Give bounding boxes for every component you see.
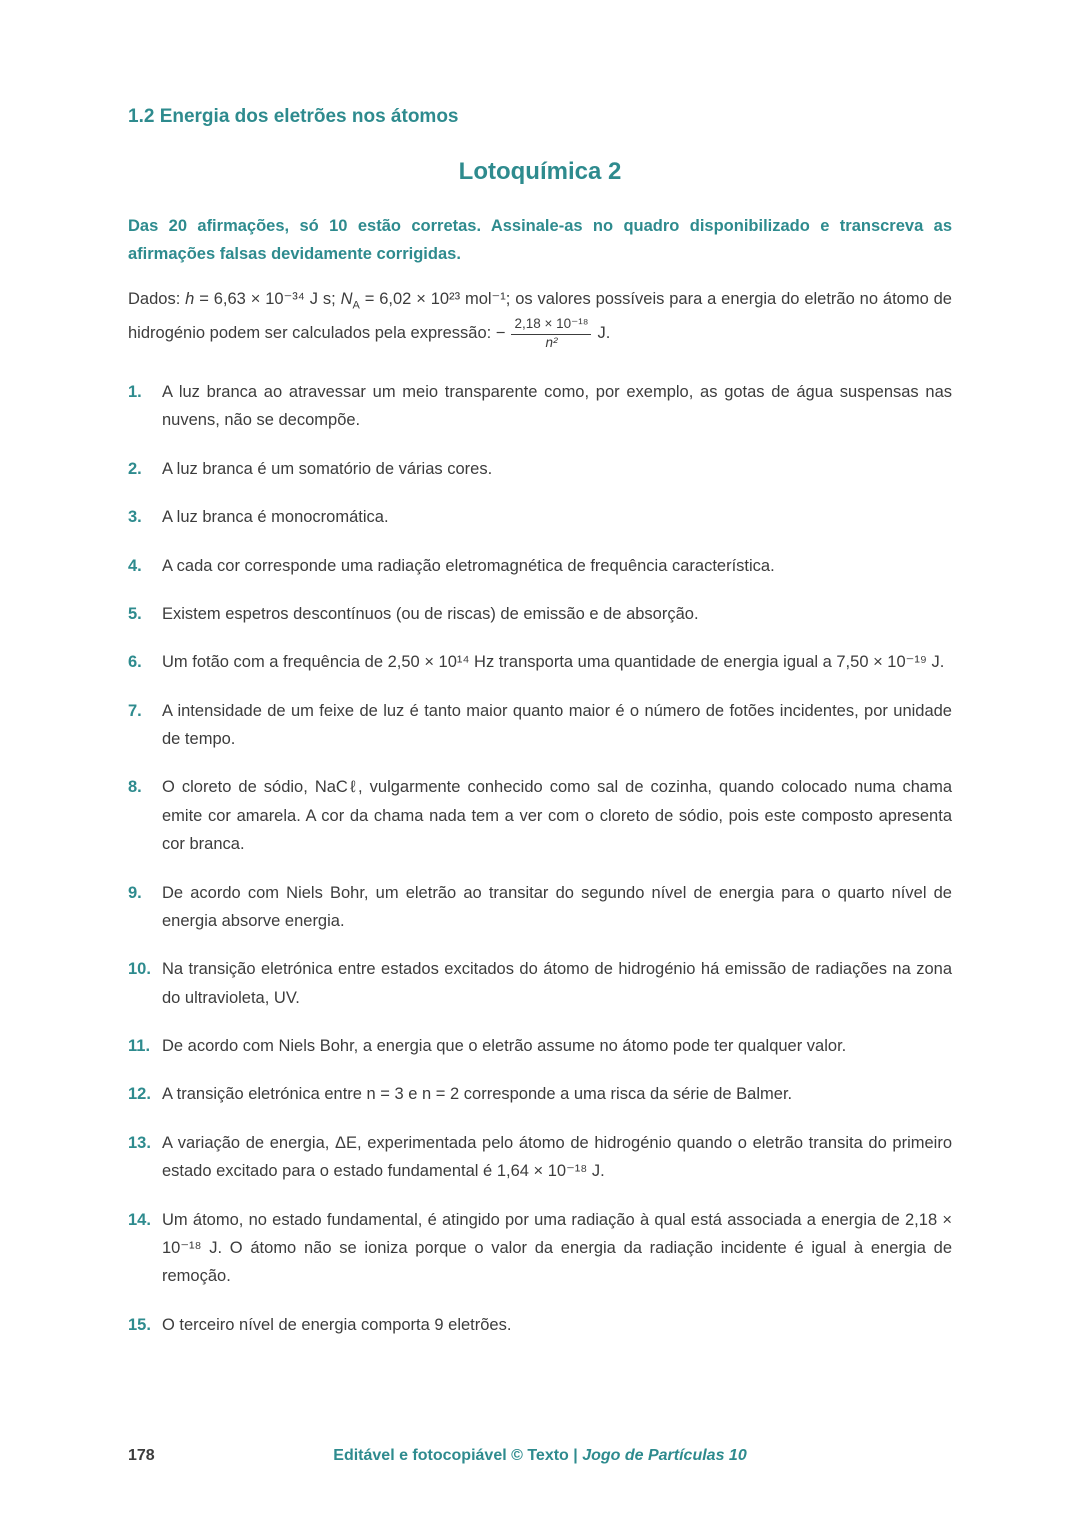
statement-text: A intensidade de um feixe de luz é tanto maior quanto maior é o número de fotões incidentes, por unidade de tempo. <box>162 701 952 749</box>
statement-number: 9. <box>128 883 142 902</box>
statement-text: A variação de energia, ΔE, experimentada pelo átomo de hidrogénio quando o eletrão transita do primeiro estado excitado para o estado fundamental é 1,64 × 10⁻¹⁸ J. <box>162 1133 952 1181</box>
statement-item-4 <box>128 552 952 580</box>
statement-text: Existem espetros descontínuos (ou de riscas) de emissão e de absorção. <box>162 604 699 623</box>
statement-item-8 <box>128 773 952 858</box>
statement-number: 3. <box>128 508 142 527</box>
planck-symbol: h <box>185 290 195 309</box>
statement-item-9 <box>128 879 952 936</box>
statement-number: 13. <box>128 1133 151 1152</box>
statement-number: 4. <box>128 556 142 575</box>
statement-item-2 <box>128 455 952 483</box>
footer-credit <box>0 1447 1080 1465</box>
statement-item-10 <box>128 955 952 1012</box>
statement-text: A luz branca é monocromática. <box>162 508 389 527</box>
dados-suffix: J. <box>597 324 611 343</box>
avogadro-symbol: N <box>340 290 353 309</box>
statement-text: De acordo com Niels Bohr, um eletrão ao transitar do segundo nível de energia para o quarto nível de energia absorve energia. <box>162 883 952 930</box>
statement-number: 8. <box>128 778 142 797</box>
statement-number: 11. <box>128 1037 151 1056</box>
fraction-denominator: n² <box>545 335 558 351</box>
statement-item-5 <box>128 600 952 628</box>
footer-credit-book-title: Jogo de Partículas 10 <box>582 1447 747 1464</box>
section-heading: 1.2 Energia dos eletrões nos átomos <box>128 106 459 127</box>
statement-text: Um átomo, no estado fundamental, é atingido por uma radiação à qual está associada a energia de 2,18 × 10⁻¹⁸ J. O átomo não se ioniza porque o valor da energia da radiação incidente é igual à energia de remoção. <box>162 1210 952 1286</box>
page-title: Lotoquímica 2 <box>458 158 622 185</box>
statement-item-3 <box>128 503 952 531</box>
dados-label: Dados: <box>128 290 186 309</box>
statement-text: De acordo com Niels Bohr, a energia que o eletrão assume no átomo pode ter qualquer valor. <box>162 1037 847 1056</box>
statement-text: Na transição eletrónica entre estados excitados do átomo de hidrogénio há emissão de radiações na zona do ultravioleta, UV. <box>162 960 952 1007</box>
statement-text: O cloreto de sódio, NaCℓ, vulgarmente conhecido como sal de cozinha, quando colocado numa chama emite cor amarela. A cor da chama nada tem a ver com o cloreto de sódio, pois este composto apresenta cor branca. <box>162 778 952 854</box>
statement-text: A luz branca é um somatório de várias cores. <box>162 459 493 478</box>
instructions-paragraph: Das 20 afirmações, só 10 estão corretas. Assinale-as no quadro disponibilizado e transcreva as afirmações falsas devidamente corrigidas. <box>128 217 952 264</box>
energy-expression-fraction <box>511 316 591 352</box>
statement-item-11 <box>128 1032 952 1060</box>
statement-text: A cada cor corresponde uma radiação eletromagnética de frequência característica. <box>162 556 775 575</box>
statement-text: Um fotão com a frequência de 2,50 × 10¹⁴ Hz transporta uma quantidade de energia igual a 7,50 × 10⁻¹⁹ J. <box>162 653 945 672</box>
statement-number: 1. <box>128 383 142 402</box>
statement-number: 5. <box>128 604 142 623</box>
statement-number: 2. <box>128 459 142 478</box>
statement-item-13 <box>128 1129 952 1186</box>
fraction-numerator: 2,18 × 10⁻¹⁸ <box>511 316 591 335</box>
statement-item-12 <box>128 1080 952 1108</box>
statement-text: A transição eletrónica entre n = 3 e n = 2 corresponde a uma risca da série de Balmer. <box>162 1085 793 1104</box>
page-footer <box>0 1447 1080 1469</box>
avogadro-value-and-text: = 6,02 × 10²³ mol⁻¹; os valores possíveis para a energia do eletrão no átomo de hidrogénio podem ser calculados pela expressão: − <box>128 290 952 343</box>
avogadro-subscript: A <box>352 299 360 312</box>
data-paragraph <box>128 284 952 352</box>
statement-text: O terceiro nível de energia comporta 9 eletrões. <box>162 1315 512 1334</box>
statements-list <box>128 378 952 1339</box>
statement-number: 10. <box>128 960 151 979</box>
page-number: 178 <box>128 1447 155 1464</box>
statement-text: A luz branca ao atravessar um meio transparente como, por exemplo, as gotas de água suspensas nas nuvens, não se decompõe. <box>162 383 952 430</box>
statement-item-15 <box>128 1311 952 1339</box>
footer-credit-text: Editável e fotocopiável © Texto | <box>333 1447 583 1464</box>
statement-number: 7. <box>128 701 142 720</box>
statement-number: 14. <box>128 1210 151 1229</box>
statement-item-7 <box>128 697 952 754</box>
statement-number: 6. <box>128 653 142 672</box>
statement-item-14 <box>128 1206 952 1291</box>
statement-number: 15. <box>128 1315 151 1334</box>
statement-item-6 <box>128 648 952 676</box>
statement-item-1 <box>128 378 952 435</box>
planck-value: = 6,63 × 10⁻³⁴ J s; <box>194 290 341 309</box>
statement-number: 12. <box>128 1085 151 1104</box>
